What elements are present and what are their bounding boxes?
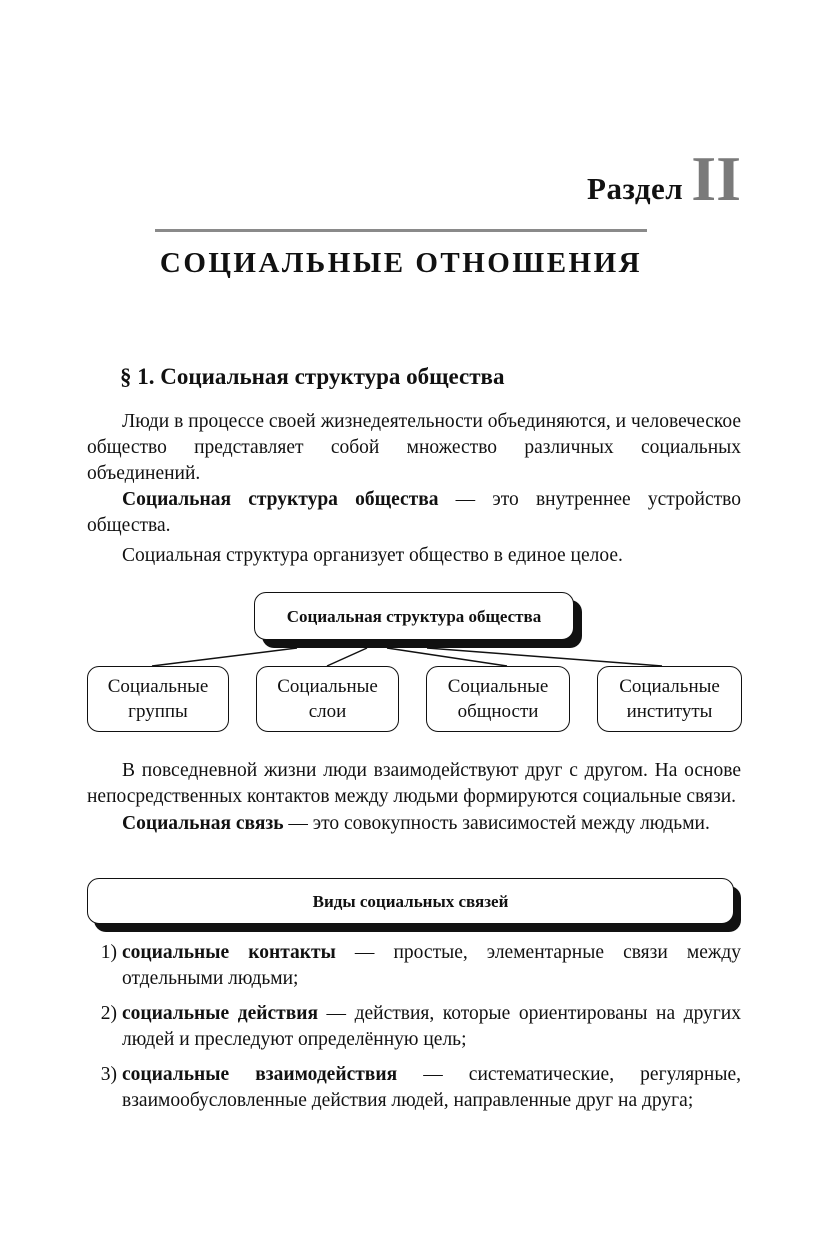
- node-line: слои: [308, 701, 347, 722]
- text: Социальная структура организует общество в единое целое.: [122, 545, 623, 566]
- diagram-node: [426, 666, 570, 732]
- node-line: Социальные: [619, 676, 720, 697]
- structure-diagram: [87, 588, 747, 738]
- middle-text: [87, 758, 741, 837]
- section-number: II: [691, 143, 741, 214]
- paragraph: [87, 758, 741, 810]
- diagram-node: [597, 666, 742, 732]
- diagram-node: [87, 666, 229, 732]
- paragraph: [87, 487, 741, 539]
- types-title: Виды социальных связей: [87, 878, 734, 924]
- text: Люди в процессе своей жизнедеятельности объединяются, и человеческое общество представляет собой множество различных социальных объединений.: [87, 411, 741, 484]
- paragraph: [87, 543, 741, 569]
- node-line: Социальные: [447, 676, 549, 697]
- list-number: 2): [100, 1003, 117, 1024]
- list-number: 1): [100, 942, 117, 963]
- text: — это совокупность зависимостей между людьми.: [283, 813, 710, 834]
- diagram-node: [256, 666, 399, 732]
- chapter-title: СОЦИАЛЬНЫЕ ОТНОШЕНИЯ: [159, 247, 643, 279]
- text: — простые, элементарные связи между отдельными людьми;: [122, 942, 742, 989]
- section-word: Раздел: [587, 170, 684, 206]
- node-line: общности: [457, 701, 539, 722]
- section-label: [587, 143, 741, 214]
- types-header: [87, 878, 741, 928]
- list-item: [87, 1001, 741, 1053]
- list-item: [87, 1062, 741, 1114]
- node-line: Социальные: [277, 676, 378, 697]
- term: Социальная связь: [122, 813, 284, 834]
- node-line: группы: [128, 701, 188, 722]
- node-line: Социальные: [107, 676, 209, 697]
- term: Социальная структура общества: [122, 489, 439, 510]
- list-number: 3): [100, 1064, 117, 1085]
- text: В повседневной жизни люди взаимодействуют друг с другом. На основе непосредственных контактов между людьми формируются социальные связи.: [87, 760, 741, 807]
- types-list: [87, 940, 741, 1123]
- text: — действия, которые ориентированы на других людей и преследуют определённую цель;: [122, 1003, 741, 1050]
- term: социальные взаимодействия: [122, 1064, 398, 1085]
- text: — систематические, регулярные, взаимообусловленные действия людей, направленные друг на друга;: [122, 1064, 741, 1111]
- divider: [155, 229, 647, 232]
- term: социальные контакты: [122, 942, 336, 963]
- text: — это внутреннее устройство общества.: [87, 489, 741, 536]
- paragraph-title: § 1. Социальная структура общества: [120, 364, 505, 389]
- paragraph: [87, 409, 741, 487]
- paragraph: [87, 811, 741, 837]
- intro-text: [87, 409, 741, 569]
- list-item: [87, 940, 741, 992]
- node-line: институты: [626, 701, 713, 722]
- term: социальные действия: [122, 1003, 319, 1024]
- diagram-root: Социальная структура общества: [254, 592, 574, 640]
